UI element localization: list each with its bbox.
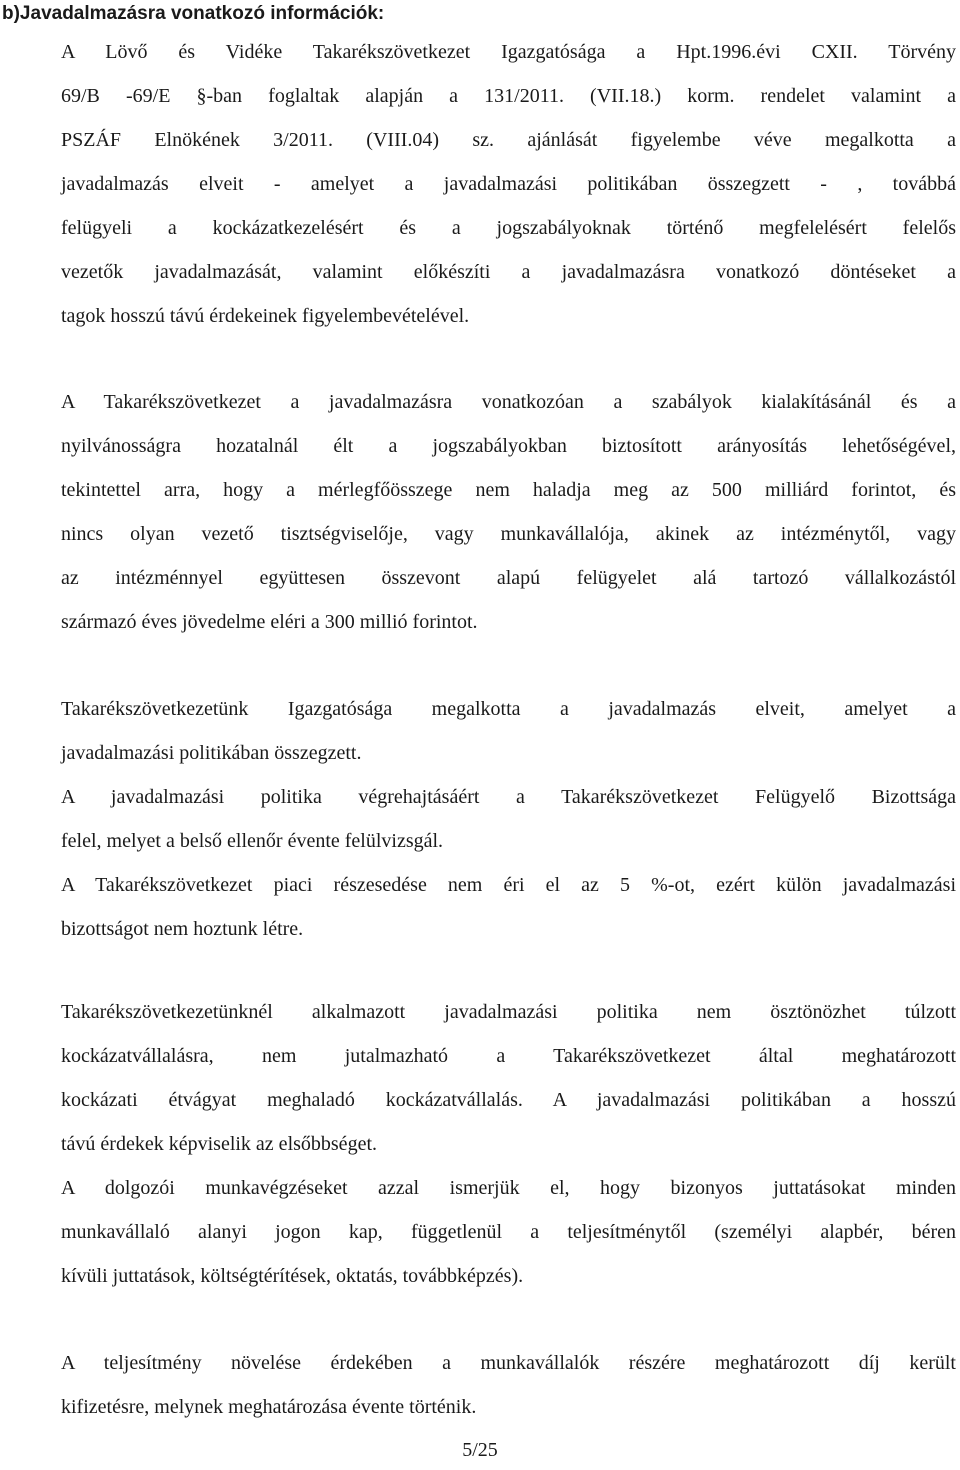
text-line: munkavállaló alanyi jogon kap, függetlenül a teljesítménytől (személyi alapbér, béren — [61, 1221, 956, 1243]
text-line: felügyeli a kockázatkezelésért és a jogszabályoknak történő megfelelésért felelős — [61, 217, 956, 239]
text-line: A dolgozói munkavégzéseket azzal ismerjük el, hogy bizonyos juttatásokat minden — [61, 1177, 956, 1199]
text-line: 69/B -69/E §-ban foglaltak alapján a 131/2011. (VII.18.) korm. rendelet valamint a — [61, 85, 956, 107]
text-line: javadalmazási politikában összegzett. — [61, 742, 362, 764]
section-heading: b)Javadalmazásra vonatkozó információk: — [2, 3, 385, 24]
paragraph-risk-and-benefits — [61, 990, 956, 1298]
paragraph-remuneration-principles — [61, 30, 956, 338]
text-line: nincs olyan vezető tisztségviselője, vagy munkavállalója, akinek az intézménytől, vagy — [61, 523, 956, 545]
text-line: kívüli juttatások, költségtérítések, oktatás, továbbképzés). — [61, 1265, 524, 1287]
text-line: nyilvánosságra hozatalnál élt a jogszabályokban biztosított arányosítás lehetőségével, — [61, 435, 956, 457]
paragraph-performance-fee — [61, 1341, 956, 1429]
text-line: javadalmazás elveit - amelyet a javadalmazási politikában összegzett - , továbbá — [61, 173, 956, 195]
paragraph-board-and-supervision — [61, 687, 956, 951]
text-line: A Takarékszövetkezet a javadalmazásra vonatkozóan a szabályok kialakításánál és a — [61, 391, 956, 413]
text-line: A teljesítmény növelése érdekében a munkavállalók részére meghatározott díj került — [61, 1352, 956, 1374]
text-line: kockázatvállalásra, nem jutalmazható a Takarékszövetkezet által meghatározott — [61, 1045, 956, 1067]
text-line: A javadalmazási politika végrehajtásáért a Takarékszövetkezet Felügyelő Bizottsága — [61, 786, 956, 808]
text-line: kifizetésre, melynek meghatározása évente történik. — [61, 1396, 477, 1418]
text-line: Takarékszövetkezetünknél alkalmazott javadalmazási politika nem ösztönözhet túlzott — [61, 1001, 956, 1023]
text-line: bizottságot nem hoztunk létre. — [61, 918, 304, 940]
text-line: felel, melyet a belső ellenőr évente felülvizsgál. — [61, 830, 444, 852]
text-line: A Lövő és Vidéke Takarékszövetkezet Igazgatósága a Hpt.1996.évi CXII. Törvény — [61, 41, 956, 63]
page-number: 5/25 — [462, 1439, 498, 1461]
text-line: származó éves jövedelme eléri a 300 millió forintot. — [61, 611, 478, 633]
text-line: PSZÁF Elnökének 3/2011. (VIII.04) sz. ajánlását figyelembe véve megalkotta a — [61, 129, 956, 151]
text-line: Takarékszövetkezetünk Igazgatósága megalkotta a javadalmazás elveit, amelyet a — [61, 698, 956, 720]
text-line: vezetők javadalmazását, valamint előkészíti a javadalmazásra vonatkozó döntéseket a — [61, 261, 956, 283]
paragraph-proportionality — [61, 380, 956, 644]
text-line: távú érdekek képviselik az elsőbbséget. — [61, 1133, 377, 1155]
text-line: A Takarékszövetkezet piaci részesedése nem éri el az 5 %-ot, ezért külön javadalmazási — [61, 874, 956, 896]
text-line: tagok hosszú távú érdekeinek figyelembevételével. — [61, 305, 470, 327]
text-line: tekintettel arra, hogy a mérlegfőösszege nem haladja meg az 500 milliárd forintot, és — [61, 479, 956, 501]
text-line: kockázati étvágyat meghaladó kockázatvállalás. A javadalmazási politikában a hosszú — [61, 1089, 956, 1111]
text-line: az intézménnyel együttesen összevont alapú felügyelet alá tartozó vállalkozástól — [61, 567, 956, 589]
